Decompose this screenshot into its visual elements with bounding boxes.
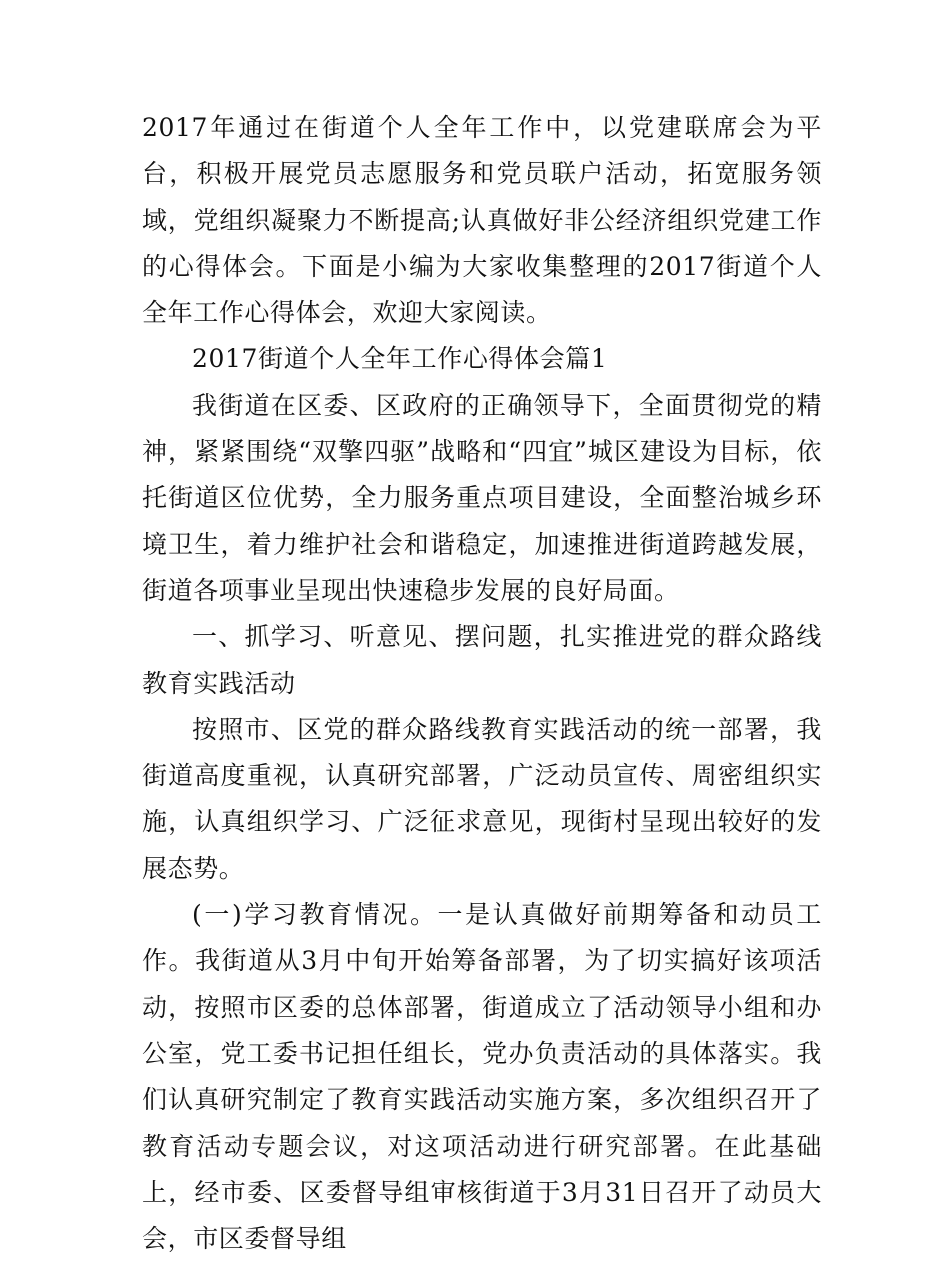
document-body (142, 105, 822, 1262)
section-heading: 一、抓学习、听意见、摆问题，扎实推进党的群众路线教育实践活动 (142, 622, 822, 698)
body-paragraph: 按照市、区党的群众路线教育实践活动的统一部署，我街道高度重视，认真研究部署，广泛动员宣传、周密组织实施，认真组织学习、广泛征求意见，现街村呈现出较好的发展态势。 (142, 714, 822, 883)
section-title: 2017街道个人全年工作心得体会篇1 (192, 344, 608, 374)
body-paragraph: (一)学习教育情况。一是认真做好前期筹备和动员工作。我街道从3月中旬开始筹备部署，为了切实搞好该项活动，按照市区委的总体部署，街道成立了活动领导小组和办公室，党工委书记担任组长，党办负责活动的具体落实。我们认真研究制定了教育实践活动实施方案，多次组织召开了教育活动专题会议，对这项活动进行研究部署。在此基础上，经市委、区委督导组审核街道于3月31日召开了动员大会，市区委督导组 (142, 900, 822, 1254)
intro-paragraph: 2017年通过在街道个人全年工作中，以党建联席会为平台，积极开展党员志愿服务和党员联户活动，拓宽服务领域，党组织凝聚力不断提高;认真做好非公经济组织党建工作的心得体会。下面是小编为大家收集整理的2017街道个人全年工作心得体会，欢迎大家阅读。 (142, 113, 822, 328)
body-paragraph: 我街道在区委、区政府的正确领导下，全面贯彻党的精神，紧紧围绕“双擎四驱”战略和“四宜”城区建设为目标，依托街道区位优势，全力服务重点项目建设，全面整治城乡环境卫生，着力维护社会和谐稳定，加速推进街道跨越发展，街道各项事业呈现出快速稳步发展的良好局面。 (142, 390, 822, 605)
